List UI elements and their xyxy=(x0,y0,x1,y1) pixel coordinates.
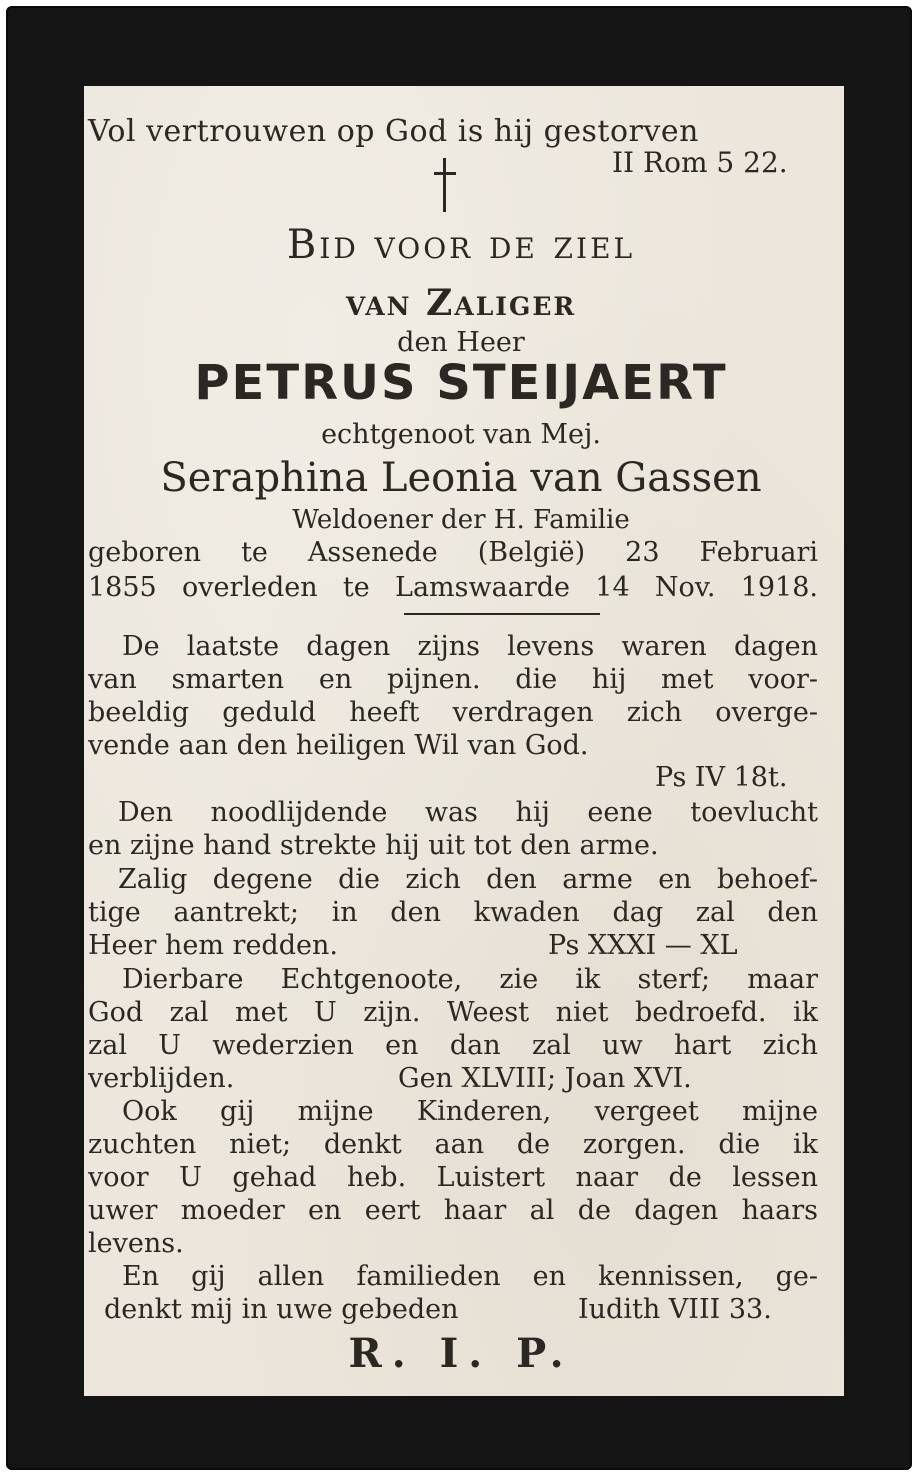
body-line: beeldig geduld heeft verdragen zich overge- xyxy=(88,697,818,728)
body-line: zuchten niet; denkt aan de zorgen. die ik xyxy=(88,1129,818,1160)
deceased-name: PETRUS STEIJAERT xyxy=(194,355,728,411)
scripture-reference: Iudith VIII 33. xyxy=(578,1294,772,1325)
body-line: En gij allen familieden en kennissen, ge- xyxy=(122,1261,818,1292)
body-line: en zijne hand strekte hij uit tot den arme. xyxy=(88,830,659,861)
role: Weldoener der H. Familie xyxy=(292,505,630,535)
spouse-intro: echtgenoot van Mej. xyxy=(321,419,601,450)
motto: Vol vertrouwen op God is hij gestorven xyxy=(88,114,699,149)
header-line-2: van Zaliger xyxy=(345,282,577,324)
body-line: Zalig degene die zich den arme en behoef- xyxy=(118,864,818,895)
cross-icon xyxy=(434,158,456,212)
scripture-reference: Gen XLVIII; Joan XVI. xyxy=(398,1063,692,1094)
body-line: De laatste dagen zijns levens waren dagen xyxy=(122,631,818,662)
body-line: Dierbare Echtgenoote, zie ik sterf; maar xyxy=(122,964,818,995)
body-line: verblijden. xyxy=(88,1063,235,1094)
body-line: vende aan den heiligen Wil van God. xyxy=(88,730,589,761)
honorific: den Heer xyxy=(397,327,525,358)
body-line: van smarten en pijnen. die hij met voor- xyxy=(88,664,818,695)
body-line: tige aantrekt; in den kwaden dag zal den xyxy=(88,897,818,928)
header-line-1: Bid voor de ziel xyxy=(286,222,636,268)
body-line: Den noodlijdende was hij eene toevlucht xyxy=(118,797,818,828)
closing-rip: R. I. P. xyxy=(348,1330,574,1377)
birth-line: geboren te Assenede (België) 23 Februari xyxy=(88,537,818,568)
spouse-name: Seraphina Leonia van Gassen xyxy=(160,455,762,501)
body-line: Ook gij mijne Kinderen, vergeet mijne xyxy=(122,1096,818,1127)
body-line: zal U wederzien en dan zal uw hart zich xyxy=(88,1030,818,1061)
body-line: denkt mij in uwe gebeden xyxy=(104,1294,459,1325)
body-line: voor U gehad heb. Luistert naar de lessen xyxy=(88,1162,818,1193)
body-line: God zal met U zijn. Weest niet bedroefd. ik xyxy=(88,997,818,1028)
body-line: uwer moeder en eert haar al de dagen haars xyxy=(88,1195,818,1226)
death-line: 1855 overleden te Lamswaarde 14 Nov. 1918. xyxy=(88,572,818,603)
body-line: Heer hem redden. xyxy=(88,930,338,961)
scripture-reference: Ps XXXI — XL xyxy=(548,930,738,961)
motto-reference: II Rom 5 22. xyxy=(612,146,788,179)
divider-rule xyxy=(404,613,600,615)
body-line: levens. xyxy=(88,1228,184,1259)
scripture-reference: Ps IV 18t. xyxy=(655,762,788,793)
